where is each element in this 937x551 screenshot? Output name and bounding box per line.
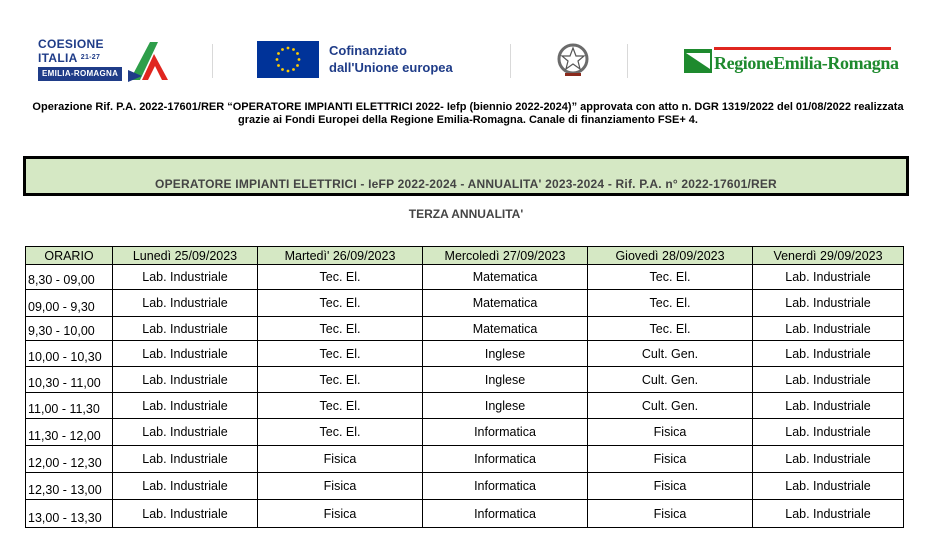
eu-cofinanced-logo — [257, 41, 477, 79]
subject-cell: Matematica — [423, 317, 588, 341]
subject-cell: Lab. Industriale — [753, 341, 904, 367]
subject-cell: Lab. Industriale — [113, 317, 258, 341]
header-cell: Giovedì 28/09/2023 — [588, 247, 753, 265]
subject-cell: Tec. El. — [258, 393, 423, 419]
eu-logo-line1: Cofinanziato — [329, 43, 407, 58]
subject-cell: Lab. Industriale — [753, 419, 904, 446]
table-row — [26, 341, 904, 367]
table-row — [26, 265, 904, 290]
subject-cell: Informatica — [423, 473, 588, 500]
coesione-italia-logo — [38, 38, 173, 82]
subject-cell: Inglese — [423, 341, 588, 367]
subject-cell: Informatica — [423, 419, 588, 446]
subject-cell: Cult. Gen. — [588, 393, 753, 419]
subject-cell: Cult. Gen. — [588, 367, 753, 393]
subject-cell: Lab. Industriale — [113, 473, 258, 500]
subject-cell: Lab. Industriale — [113, 393, 258, 419]
subject-cell: Lab. Industriale — [753, 446, 904, 473]
coesione-arrow-icon — [128, 40, 170, 82]
time-cell: 11,30 - 12,00 — [26, 419, 113, 446]
subject-cell: Lab. Industriale — [753, 367, 904, 393]
regione-flag-icon — [684, 49, 712, 73]
year-subtitle: TERZA ANNUALITA' — [408, 207, 524, 221]
table-header-row — [26, 247, 904, 265]
subject-cell: Lab. Industriale — [113, 419, 258, 446]
header-cell: Martedì' 26/09/2023 — [258, 247, 423, 265]
subject-cell: Matematica — [423, 290, 588, 317]
subject-cell: Lab. Industriale — [113, 446, 258, 473]
subject-cell: Lab. Industriale — [113, 367, 258, 393]
operation-description: Operazione Rif. P.A. 2022-17601/RER “OPERATORE IMPIANTI ELETTRICI 2022- Iefp (biennio 2022-2024)” approvata con atto n. DGR 1319/2022 del 01/08/2022 realizzata grazie ai Fondi Europei della Regione Emilia-Romagna. Canale di finanziamento FSE+ 4. — [32, 101, 904, 126]
eu-flag-icon — [257, 41, 319, 78]
time-cell: 12,00 - 12,30 — [26, 446, 113, 473]
subject-cell: Tec. El. — [258, 290, 423, 317]
subject-cell: Lab. Industriale — [753, 473, 904, 500]
subject-cell: Lab. Industriale — [753, 290, 904, 317]
table-row — [26, 446, 904, 473]
subject-cell: Lab. Industriale — [753, 265, 904, 290]
logo-divider — [510, 44, 511, 78]
coesione-logo-region: EMILIA-ROMAGNA — [38, 67, 122, 81]
subject-cell: Tec. El. — [588, 317, 753, 341]
subject-cell: Fisica — [588, 419, 753, 446]
subject-cell: Lab. Industriale — [753, 393, 904, 419]
coesione-logo-line1: COESIONE — [38, 37, 104, 51]
subject-cell: Lab. Industriale — [113, 290, 258, 317]
header-cell: Lunedì 25/09/2023 — [113, 247, 258, 265]
time-cell: 10,30 - 11,00 — [26, 367, 113, 393]
subject-cell: Matematica — [423, 265, 588, 290]
subject-cell: Lab. Industriale — [113, 500, 258, 528]
header-cell: Mercoledì 27/09/2023 — [423, 247, 588, 265]
table-row — [26, 473, 904, 500]
logo-divider — [212, 44, 213, 78]
subject-cell: Lab. Industriale — [113, 341, 258, 367]
table-row — [26, 419, 904, 446]
time-cell: 8,30 - 09,00 — [26, 265, 113, 290]
subject-cell: Fisica — [258, 473, 423, 500]
subject-cell: Fisica — [258, 446, 423, 473]
subject-cell: Tec. El. — [258, 265, 423, 290]
subject-cell: Lab. Industriale — [753, 317, 904, 341]
header-cell: Venerdì 29/09/2023 — [753, 247, 904, 265]
subject-cell: Informatica — [423, 500, 588, 528]
subject-cell: Informatica — [423, 446, 588, 473]
italian-republic-emblem — [553, 40, 593, 80]
time-cell: 12,30 - 13,00 — [26, 473, 113, 500]
emblem-icon — [553, 40, 593, 80]
subject-cell: Lab. Industriale — [113, 265, 258, 290]
time-cell: 11,00 - 11,30 — [26, 393, 113, 419]
header-cell: ORARIO — [26, 247, 113, 265]
table-row — [26, 367, 904, 393]
regione-red-line — [714, 47, 891, 50]
subject-cell: Tec. El. — [258, 419, 423, 446]
subject-cell: Inglese — [423, 393, 588, 419]
subject-cell: Lab. Industriale — [753, 500, 904, 528]
course-title: OPERATORE IMPIANTI ELETTRICI - IeFP 2022-2024 - ANNUALITA' 2023-2024 - Rif. P.A. n° 2022-17601/RER — [155, 177, 777, 191]
regione-logo-text: RegioneEmilia-Romagna — [714, 53, 899, 73]
subject-cell: Fisica — [588, 473, 753, 500]
table-row — [26, 290, 904, 317]
schedule-table — [25, 246, 904, 528]
subject-cell: Tec. El. — [258, 317, 423, 341]
subject-cell: Fisica — [588, 500, 753, 528]
time-cell: 13,00 - 13,30 — [26, 500, 113, 528]
eu-logo-line2: dall'Unione europea — [329, 60, 453, 75]
coesione-logo-line2: ITALIA $^{21-27}$ — [38, 51, 101, 65]
subject-cell: Fisica — [258, 500, 423, 528]
time-cell: 09,00 - 9,30 — [26, 290, 113, 317]
course-title-box — [23, 156, 909, 196]
time-cell: 9,30 - 10,00 — [26, 317, 113, 341]
table-row — [26, 393, 904, 419]
subject-cell: Fisica — [588, 446, 753, 473]
subject-cell: Tec. El. — [588, 290, 753, 317]
table-row — [26, 317, 904, 341]
subject-cell: Tec. El. — [258, 367, 423, 393]
subject-cell: Tec. El. — [258, 341, 423, 367]
logo-divider — [627, 44, 628, 78]
subject-cell: Inglese — [423, 367, 588, 393]
subject-cell: Cult. Gen. — [588, 341, 753, 367]
time-cell: 10,00 - 10,30 — [26, 341, 113, 367]
table-row — [26, 500, 904, 528]
subject-cell: Tec. El. — [588, 265, 753, 290]
regione-emilia-romagna-logo — [684, 47, 899, 75]
